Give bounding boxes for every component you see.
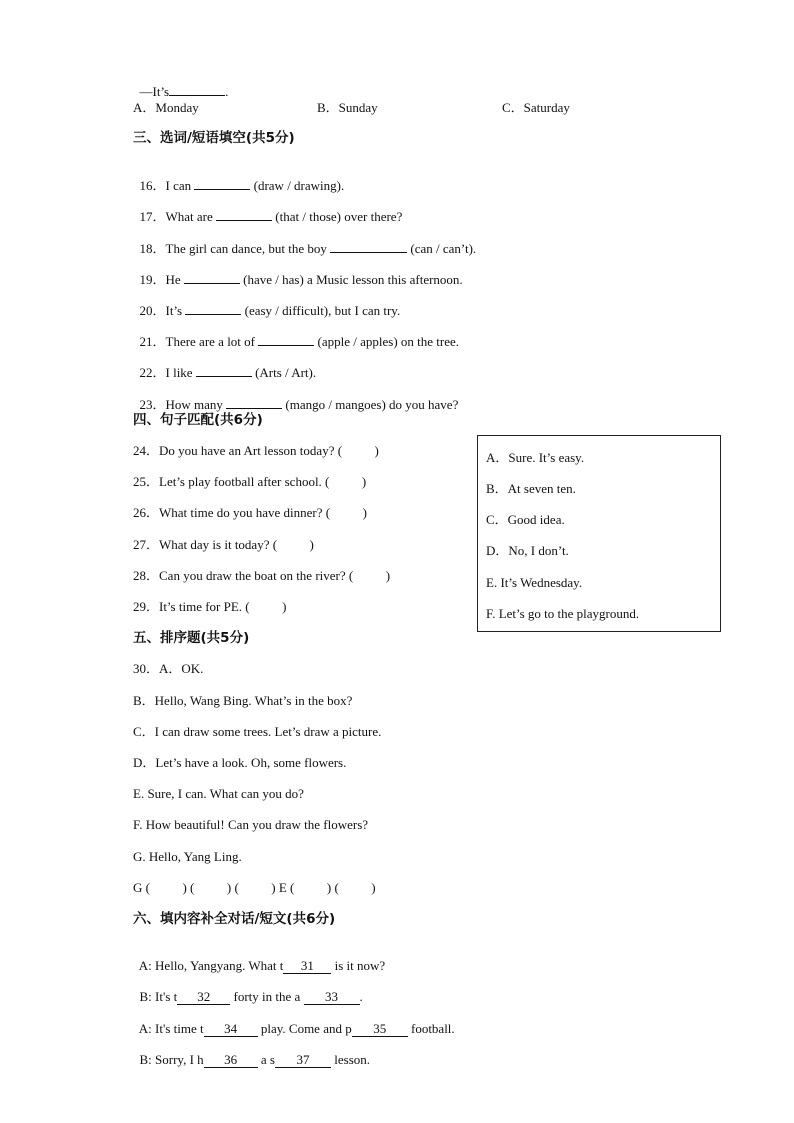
match-answer-f: F. Let’s go to the playground.	[486, 606, 640, 621]
order-sentence-e: E. Sure, I can. What can you do?	[133, 786, 304, 801]
fill-blank[interactable]	[185, 303, 241, 315]
order-sentence-d: D．Let’s have a look. Oh, some flowers.	[133, 755, 347, 770]
question-18	[133, 225, 476, 257]
match-question-24[interactable]: 24．Do you have an Art lesson today? ( )	[133, 443, 379, 458]
numbered-blank-36[interactable]: 36	[204, 1053, 258, 1068]
answer-prefix: —It’s	[139, 84, 170, 99]
question-text: 19．He	[139, 272, 184, 287]
question-text: 17．What are	[139, 209, 217, 224]
dialogue-text: a s	[257, 1052, 275, 1067]
numbered-blank-33[interactable]: 33	[304, 990, 360, 1005]
question-text: 18．The girl can dance, but the boy	[139, 241, 331, 256]
match-answer-d: D．No, I don’t.	[486, 543, 569, 558]
question-17	[133, 193, 402, 225]
dialogue-line-4	[133, 1036, 370, 1068]
question-hint: (apple / apples) on the tree.	[314, 334, 460, 349]
question-23	[133, 381, 458, 413]
answer-line	[133, 68, 228, 100]
numbered-blank-31[interactable]: 31	[283, 959, 331, 974]
dialogue-text: A: It's time t	[138, 1021, 204, 1036]
question-16	[133, 162, 344, 194]
order-answer-line[interactable]: G ( ) ( ) ( ) E ( ) ( )	[133, 880, 376, 895]
fill-blank[interactable]	[226, 397, 282, 409]
option-a[interactable]: A．Monday	[133, 100, 199, 115]
question-hint: (that / those) over there?	[272, 209, 403, 224]
order-sentence-c: C．I can draw some trees. Let’s draw a picture.	[133, 724, 382, 739]
section-heading-4: 四、句子匹配(共6分)	[133, 412, 263, 428]
section-heading-5: 五、排序题(共5分)	[133, 630, 250, 646]
match-question-29[interactable]: 29．It’s time for PE. ( )	[133, 599, 287, 614]
dialogue-line-2	[133, 973, 363, 1005]
match-answer-box	[477, 435, 721, 632]
fill-blank[interactable]	[184, 272, 240, 284]
order-sentence-a: 30．A．OK.	[133, 661, 204, 676]
fill-blank[interactable]	[258, 334, 314, 346]
question-text: 20．It’s	[139, 303, 186, 318]
fill-blank[interactable]	[216, 209, 272, 221]
question-text: 23．How many	[139, 397, 227, 412]
match-answer-c: C．Good idea.	[486, 512, 565, 527]
dialogue-text: is it now?	[331, 958, 386, 973]
dialogue-line-1	[133, 942, 385, 974]
question-21	[133, 318, 459, 350]
question-19	[133, 256, 463, 288]
dialogue-text: .	[359, 989, 363, 1004]
fill-blank[interactable]	[330, 241, 407, 253]
option-c[interactable]: C．Saturday	[502, 100, 570, 115]
match-question-26[interactable]: 26．What time do you have dinner? ( )	[133, 505, 367, 520]
dialogue-text: B: It's t	[139, 989, 178, 1004]
question-22	[133, 349, 316, 381]
fill-blank[interactable]	[194, 178, 250, 190]
order-sentence-f: F. How beautiful! Can you draw the flowers?	[133, 817, 369, 832]
numbered-blank-34[interactable]: 34	[204, 1022, 258, 1037]
question-text: 22．I like	[139, 365, 196, 380]
question-20	[133, 287, 400, 319]
question-hint: (easy / difficult), but I can try.	[241, 303, 401, 318]
match-question-25[interactable]: 25．Let’s play football after school. ( )	[133, 474, 367, 489]
match-question-27[interactable]: 27．What day is it today? ( )	[133, 537, 314, 552]
order-sentence-g: G. Hello, Yang Ling.	[133, 849, 242, 864]
dialogue-text: lesson.	[331, 1052, 370, 1067]
dialogue-text: B: Sorry, I h	[139, 1052, 204, 1067]
section-heading-6: 六、填内容补全对话/短文(共6分)	[133, 911, 336, 927]
question-hint: (draw / drawing).	[250, 178, 345, 193]
numbered-blank-32[interactable]: 32	[177, 990, 230, 1005]
fill-blank[interactable]	[196, 365, 252, 377]
question-text: 16．I can	[139, 178, 195, 193]
match-answer-a: A．Sure. It’s easy.	[486, 450, 585, 465]
question-hint: (mango / mangoes) do you have?	[282, 397, 459, 412]
question-hint: (Arts / Art).	[251, 365, 317, 380]
dialogue-line-3	[133, 1005, 455, 1037]
numbered-blank-35[interactable]: 35	[352, 1022, 408, 1037]
dialogue-text: forty in the a	[230, 989, 304, 1004]
dialogue-text: football.	[407, 1021, 455, 1036]
option-b[interactable]: B．Sunday	[317, 100, 378, 115]
match-answer-b: B．At seven ten.	[486, 481, 576, 496]
dialogue-text: play. Come and p	[257, 1021, 352, 1036]
question-hint: (have / has) a Music lesson this afternoon.	[239, 272, 463, 287]
section-heading-3: 三、选词/短语填空(共5分)	[133, 130, 295, 146]
match-question-28[interactable]: 28．Can you draw the boat on the river? ( )	[133, 568, 391, 583]
order-sentence-b: B．Hello, Wang Bing. What’s in the box?	[133, 693, 353, 708]
question-text: 21．There are a lot of	[139, 334, 259, 349]
match-answer-e: E. It’s Wednesday.	[486, 575, 583, 590]
answer-blank[interactable]	[169, 84, 225, 96]
dialogue-text: A: Hello, Yangyang. What t	[138, 958, 284, 973]
answer-suffix: .	[225, 84, 229, 99]
numbered-blank-37[interactable]: 37	[275, 1053, 331, 1068]
question-hint: (can / can’t).	[407, 241, 477, 256]
